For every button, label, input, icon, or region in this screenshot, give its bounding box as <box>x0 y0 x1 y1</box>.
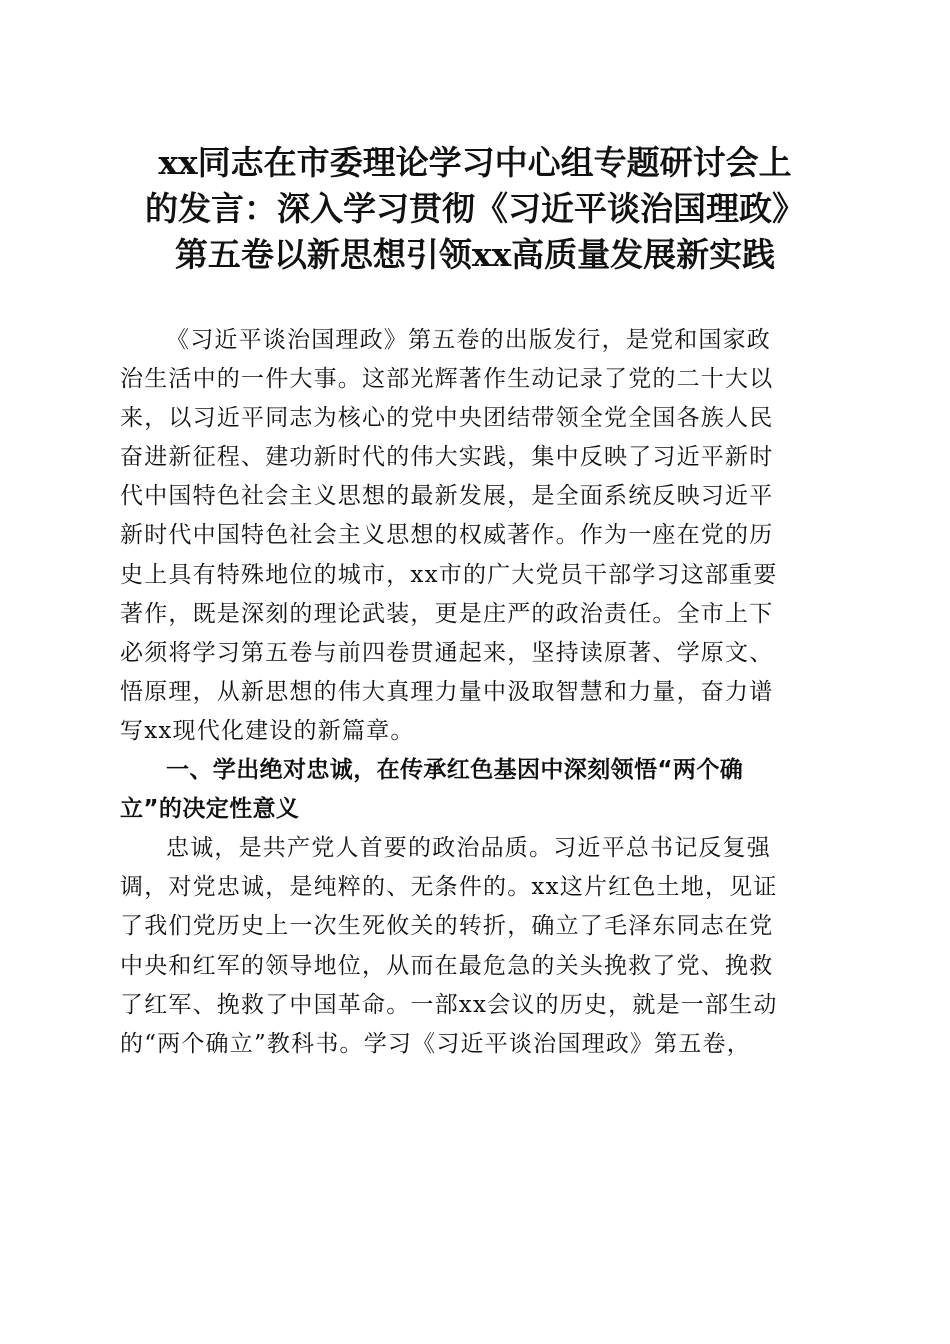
paragraph-line: 奋进新征程、建功新时代的伟大实践，集中反映了习近平新时 <box>120 444 774 471</box>
paragraph-line: 必须将学习第五卷与前四卷贯通起来，坚持读原著、学原文、 <box>120 639 774 666</box>
paragraph-line: 的“两个确立”教科书。学习《习近平谈治国理政》第五卷， <box>120 1030 751 1057</box>
title-line-2: 的发言：深入学习贯彻《习近平谈治国理政》 <box>145 189 805 228</box>
paragraph-line: 调，对党忠诚，是纯粹的、无条件的。xx这片红色土地，见证 <box>120 874 778 901</box>
paragraph-line: 中央和红军的领导地位，从而在最危急的关头挽救了党、挽救 <box>120 952 774 979</box>
title-line-3: 第五卷以新思想引领xx高质量发展新实践 <box>174 235 776 274</box>
intro-paragraph <box>120 321 830 751</box>
paragraph-line: 治生活中的一件大事。这部光辉著作生动记录了党的二十大以 <box>120 366 774 393</box>
document-body <box>120 321 830 1064</box>
paragraph-line: 来，以习近平同志为核心的党中央团结带领全党全国各族人民 <box>120 405 774 432</box>
paragraph-line: 悟原理，从新思想的伟大真理力量中汲取智慧和力量，奋力谱 <box>120 678 774 705</box>
paragraph-line: 了我们党历史上一次生死攸关的转折，确立了毛泽东同志在党 <box>120 913 774 940</box>
heading-line: 一、学出绝对忠诚，在传承红色基因中深刻领悟“两个确 <box>166 757 744 784</box>
section-heading-1 <box>120 751 830 829</box>
document-title <box>120 140 830 278</box>
title-line-1: xx同志在市委理论学习中心组专题研讨会上 <box>158 143 792 182</box>
paragraph-line: 代中国特色社会主义思想的最新发展，是全面系统反映习近平 <box>120 483 774 510</box>
heading-line: 立”的决定性意义 <box>120 796 300 823</box>
section-1-paragraph <box>120 829 830 1064</box>
paragraph-line: 著作，既是深刻的理论武装，更是庄严的政治责任。全市上下 <box>120 600 774 627</box>
paragraph-line: 了红军、挽救了中国革命。一部xx会议的历史，就是一部生动 <box>120 991 778 1018</box>
paragraph-line: 忠诚，是共产党人首要的政治品质。习近平总书记反复强 <box>166 835 771 862</box>
paragraph-line: 写xx现代化建设的新篇章。 <box>120 717 415 744</box>
paragraph-line: 《习近平谈治国理政》第五卷的出版发行，是党和国家政 <box>166 327 771 353</box>
paragraph-line: 新时代中国特色社会主义思想的权威著作。作为一座在党的历 <box>120 522 774 549</box>
paragraph-line: 史上具有特殊地位的城市，xx市的广大党员干部学习这部重要 <box>120 561 778 588</box>
